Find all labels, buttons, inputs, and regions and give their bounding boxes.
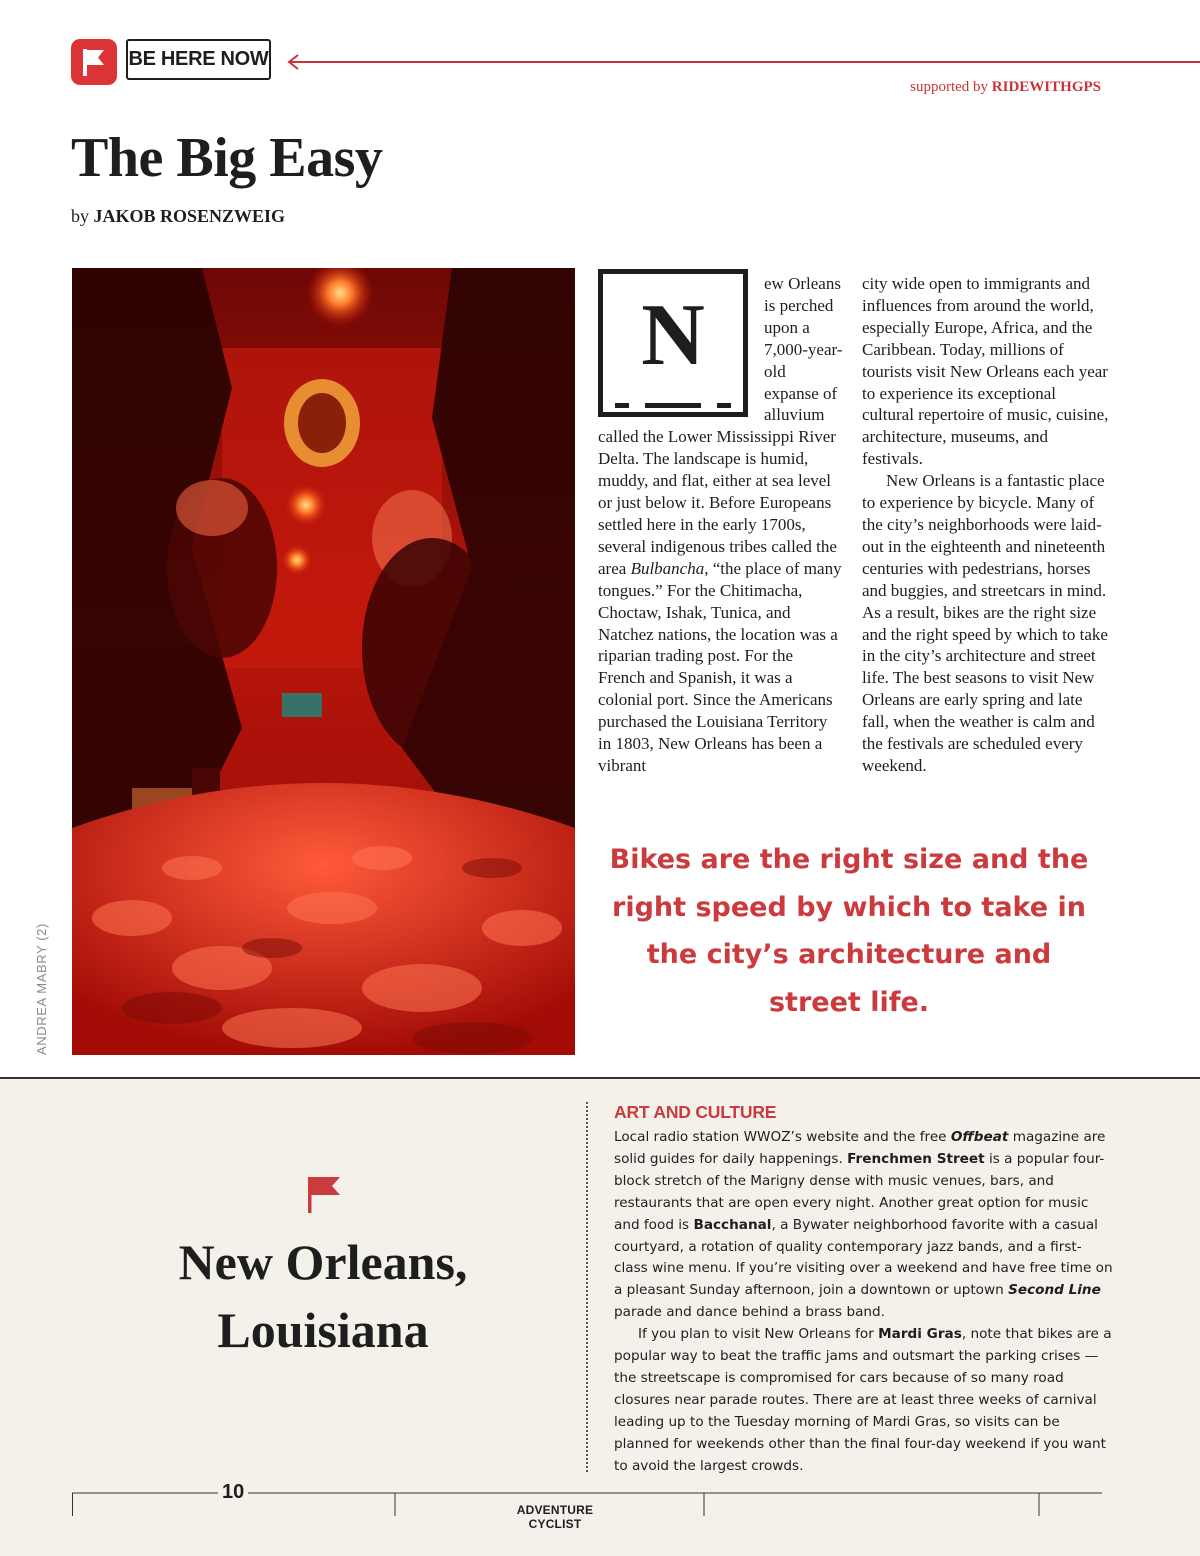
p1-run-6: , a Bywater neighborhood favorite with a casual courtyard, a rotation of quality contemporary jazz bands, and a first-class wine menu. If you’re visiting over a weekend and have free time on a pleasant Sunday afternoon, join a downtown or uptown	[614, 1216, 1113, 1299]
article-column-1	[598, 273, 843, 777]
column-2-paragraph-1: city wide open to immigrants and influences from around the world, especially Europe, Africa, and the Caribbean. Today, millions of tourists visit New Orleans each year to experience its exceptional cultural repertoire of music, cuisine, architecture, museums, and festivals.	[862, 274, 1109, 469]
drop-cap	[598, 269, 755, 421]
author-name: JAKOB ROSENZWEIG	[93, 206, 286, 226]
flag-icon	[308, 1175, 342, 1215]
destination-state: Louisiana	[217, 1302, 429, 1358]
destination-city: New Orleans,	[178, 1234, 468, 1290]
p1-run-3: Frenchmen Street	[847, 1150, 985, 1167]
column-2-paragraph-2: New Orleans is a fantastic place to experience by bicycle. Many of the city’s neighborhoods were laid-out in the eighteenth and nineteenth centuries with pedestrians, horses and buggies, and streetcars in mind. As a result, bikes are the right size and the right speed by which to take in the city’s architecture and street life. The best seasons to visit New Orleans are early spring and late fall, when the weather is calm and the festivals are scheduled every weekend.	[862, 471, 1108, 775]
flag-icon	[71, 39, 117, 85]
p2-run-2: , note that bikes are a popular way to beat the traffic jams and outsmart the parking crises — the streetscape is compromised for cars because of so many road closures near parade routes. There are at least three weeks of carnival leading up to the Tuesday morning of Mardi Gras, so visits can be planned for weekends other than the final four-day weekend if you want to avoid the largest crowds.	[614, 1326, 1112, 1474]
lead-text-end: , “the place of many tongues.” For the Chitimacha, Choctaw, Ishak, Tunica, and Natchez nations, the location was a riparian trading post. For the French and Spanish, it was a colonial port. Since the Americans purchased the Louisiana Territory in 1803, New Orleans has been a vibrant	[598, 558, 842, 775]
sponsor-name: RIDEWITHGPS	[991, 79, 1101, 95]
page-number: 10	[218, 1481, 248, 1504]
sponsor-credit	[910, 79, 1101, 96]
photo-credit: ANDREA MABRY (2)	[34, 923, 49, 1055]
arrow-left-icon	[286, 53, 1200, 71]
destination-name	[123, 1228, 523, 1364]
art-culture-text	[614, 1127, 1114, 1478]
drop-cap-ornament	[615, 403, 731, 408]
article-column-2	[862, 273, 1110, 777]
section-tag: BE HERE NOW	[126, 39, 271, 80]
byline	[71, 206, 285, 227]
art-culture-paragraph-2	[614, 1324, 1114, 1477]
art-culture-heading: ART AND CULTURE	[614, 1102, 777, 1122]
p1-run-8: parade and dance behind a brass band.	[614, 1304, 885, 1321]
section-flag-logo	[71, 39, 117, 85]
bar-crowd-photo	[72, 268, 575, 1055]
sponsor-prefix: supported by	[910, 79, 989, 95]
pull-quote: Bikes are the right size and the right speed by which to take in the city’s architecture and street life.	[609, 844, 1089, 1018]
p1-run-5: Bacchanal	[693, 1216, 772, 1233]
p1-run-4: is a popular four-block stretch of the Marigny dense with music venues, bars, and restaurants that are open every night. Another great option for music and food is	[614, 1150, 1105, 1233]
art-culture-paragraph-1	[614, 1127, 1114, 1324]
p1-run-7: Second Line	[1008, 1282, 1101, 1299]
p1-run-2: magazine are solid guides for daily happenings.	[614, 1129, 1106, 1167]
p2-run-0: If you plan to visit New Orleans for	[638, 1326, 879, 1343]
lead-italic: Bulbancha	[630, 558, 705, 578]
article-title: The Big Easy	[71, 127, 383, 189]
p1-run-1: Offbeat	[950, 1129, 1009, 1145]
drop-cap-letter: N	[641, 287, 705, 384]
magazine-name: ADVENTURE CYCLIST	[516, 1503, 594, 1531]
dotted-divider	[586, 1102, 588, 1472]
p2-run-1: Mardi Gras	[878, 1326, 962, 1343]
byline-prefix: by	[71, 206, 89, 226]
lead-text: ew Orleans is perched upon a 7,000-year-old expanse of alluvium called the Lower Mississippi River Delta. The landscape is humid, muddy, and flat, either at sea level or just below it. Before Europeans settled here in the early 1700s, several indigenous tribes called the area	[598, 274, 843, 578]
p1-run-0: Local radio station WWOZ’s website and the free	[614, 1129, 951, 1145]
